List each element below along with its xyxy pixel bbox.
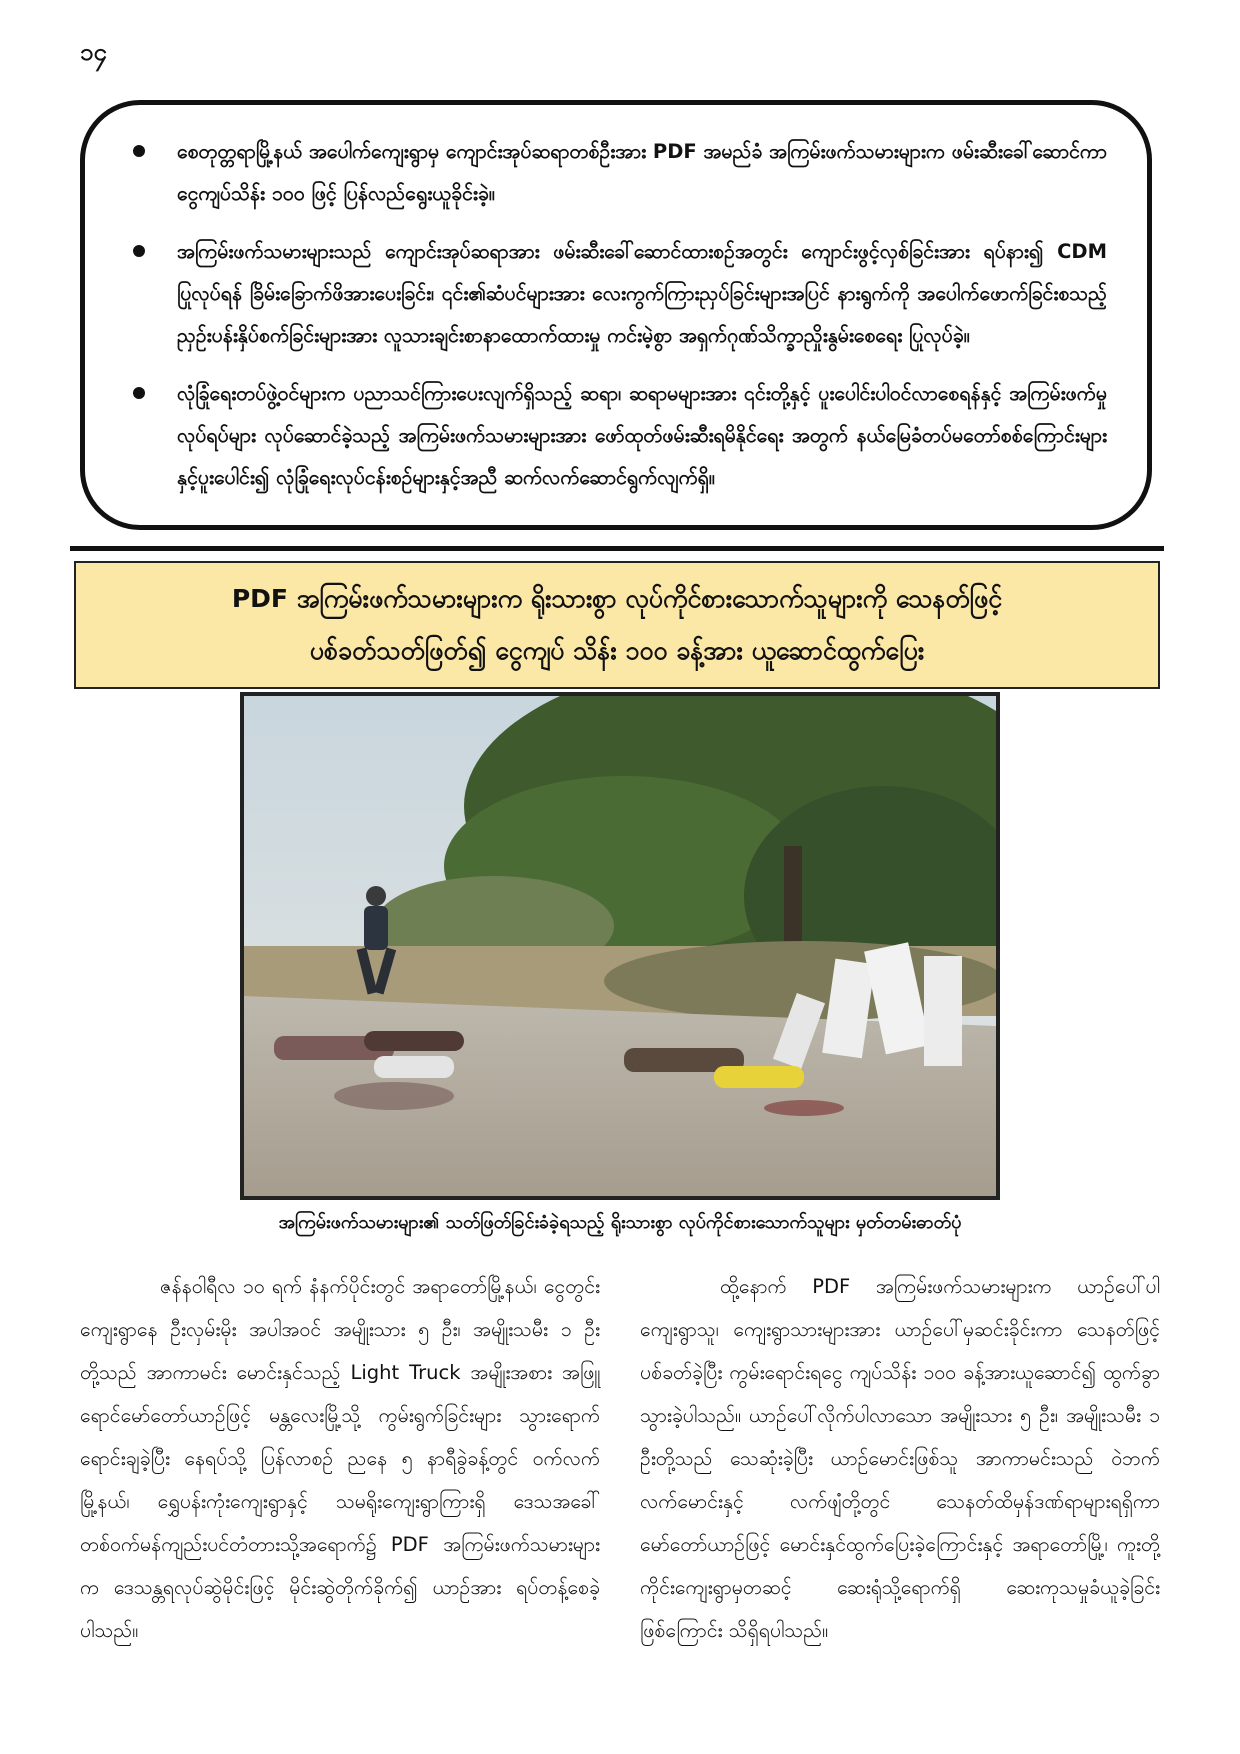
page-number: ၁၄ [80,38,107,66]
article-column-left [80,1265,600,1652]
summary-list [125,131,1107,499]
article-paragraph: ထို့နောက် PDF အကြမ်းဖက်သမားများက ယာဉ်ပေါ်ပါ ကျေးရွာသူ၊ ကျေးရွာသားများအား ယာဉ်ပေါ်မှဆင်းခိုင်းကာ သေနတ်ဖြင့်ပစ်ခတ်ခဲ့ပြီး ကွမ်းရောင်းရငွေ ကျပ်သိန်း ၁၀၀ ခန့်အားယူဆောင်၍ ထွက်ခွာသွားခဲ့ပါသည်။ ယာဉ်ပေါ်လိုက်ပါလာသော အမျိုးသား ၅ ဦး၊ အမျိုးသမီး ၁ ဦးတို့သည် သေဆုံးခဲ့ပြီး ယာဉ်မောင်းဖြစ်သူ အာကာမင်းသည် ဝဲဘက်လက်မောင်းနှင့် လက်ဖျံတို့တွင် သေနတ်ထိမှန်ဒဏ်ရာများရရှိကာ မော်တော်ယာဉ်ဖြင့် မောင်းနှင်ထွက်ပြေးခဲ့ကြောင်းနှင့် အရာတော်မြို့၊ ကူးတို့ကိုင်းကျေးရွာမှတဆင့် ဆေးရုံသို့ရောက်ရှိ ဆေးကုသမှုခံယူခဲ့ခြင်းဖြစ်ကြောင်း သိရှိရပါသည်။ [640,1275,1160,1642]
summary-item [125,373,1107,499]
article-column-right [640,1265,1160,1652]
article-paragraph: ဇန်နဝါရီလ ၁၀ ရက် နံနက်ပိုင်းတွင် အရာတော်မြို့နယ်၊ ငွေတွင်းကျေးရွာနေ ဦးလှမ်းမိုး အပါအဝင် အမျိုးသား ၅ ဦး၊ အမျိုးသမီး ၁ ဦးတို့သည် အာကာမင်း မောင်းနှင်သည့် Light Truck အမျိုးအစား အဖြူရောင်မော်တော်ယာဉ်ဖြင့် မန္တလေးမြို့သို့ ကွမ်းရွက်ခြင်းများ သွားရောက်ရောင်းချခဲ့ပြီး နေရပ်သို့ ပြန်လာစဉ် ညနေ ၅ နာရီခွဲခန့်တွင် ဝက်လက်မြို့နယ်၊ ရွှေပန်းကုံးကျေးရွာနှင့် သမရိုးကျေးရွာကြားရှိ ဒေသအခေါ် တစ်ဝက်မန်ကျည်းပင်တံတားသို့အရောက်၌ PDF အကြမ်းဖက်သမားများက ဒေသန္တရလုပ်ဆွဲမိုင်းဖြင့် မိုင်းဆွဲတိုက်ခိုက်၍ ယာဉ်အား ရပ်တန့်စေခဲ့ပါသည်။ [80,1275,600,1642]
headline-line-2: ပစ်ခတ်သတ်ဖြတ်၍ ငွေကျပ် သိန်း ၁၀၀ ခန့်အား ယူဆောင်ထွက်ပြေး [309,636,925,665]
bullet-icon [133,387,145,399]
summary-item-text: အကြမ်းဖက်သမားများသည် ကျောင်းအုပ်ဆရာအား ဖမ်းဆီးခေါ်ဆောင်ထားစဉ်အတွင်း ကျောင်းဖွင့်လှစ်ခြင်းအား ရပ်နား၍ CDM ပြုလုပ်ရန် ခြိမ်းခြောက်ဖိအားပေးခြင်း၊ ၎င်း၏ဆံပင်များအား လေးကွက်ကြားညှပ်ခြင်းများအပြင် နားရွက်ကို အပေါက်ဖောက်ခြင်းစသည့် ညှဉ်းပန်းနှိပ်စက်ခြင်းများအား လူသားချင်းစာနာထောက်ထားမှု ကင်းမဲ့စွာ အရှက်ဂုဏ်သိက္ခာညှိုးနွမ်းစေရေး ပြုလုပ်ခဲ့။ [177,240,1107,347]
news-photo [240,692,1000,1200]
summary-item-text: စေတုတ္တရာမြို့နယ် အပေါက်ကျေးရွာမှ ကျောင်းအုပ်ဆရာတစ်ဦးအား PDF အမည်ခံ အကြမ်းဖက်သမားများက ဖမ်းဆီးခေါ်ဆောင်ကာ ငွေကျပ်သိန်း ၁၀၀ ဖြင့် ပြန်လည်ရွေးယူခိုင်းခဲ့။ [177,140,1107,205]
bullet-icon [133,145,145,157]
photo-caption: အကြမ်းဖက်သမားများ၏ သတ်ဖြတ်ခြင်းခံခဲ့ရသည့် ရိုးသားစွာ လုပ်ကိုင်စားသောက်သူများ မှတ်တမ်းဓာတ်ပုံ [278,1212,962,1233]
headline-box [74,561,1160,689]
summary-item [125,231,1107,357]
summary-box [80,100,1152,530]
section-divider [70,546,1164,551]
headline [232,573,1002,677]
summary-item-text: လုံခြုံရေးတပ်ဖွဲ့ဝင်များက ပညာသင်ကြားပေးလျက်ရှိသည့် ဆရာ၊ ဆရာမများအား ၎င်းတို့နှင့် ပူးပေါင်းပါဝင်လာစေရန်နှင့် အကြမ်းဖက်မှုလုပ်ရပ်များ လုပ်ဆောင်ခဲ့သည့် အကြမ်းဖက်သမားများအား ဖော်ထုတ်ဖမ်းဆီးရမိနိုင်ရေး အတွက် နယ်မြေခံတပ်မတော်စစ်ကြောင်းများနှင့်ပူးပေါင်း၍ လုံခြုံရေးလုပ်ငန်းစဉ်များနှင့်အညီ ဆက်လက်ဆောင်ရွက်လျက်ရှိ။ [177,382,1107,489]
bullet-icon [133,245,145,257]
summary-item [125,131,1107,215]
headline-line-1: PDF အကြမ်းဖက်သမားများက ရိုးသားစွာ လုပ်ကိုင်စားသောက်သူများကို သေနတ်ဖြင့် [231,584,1003,613]
